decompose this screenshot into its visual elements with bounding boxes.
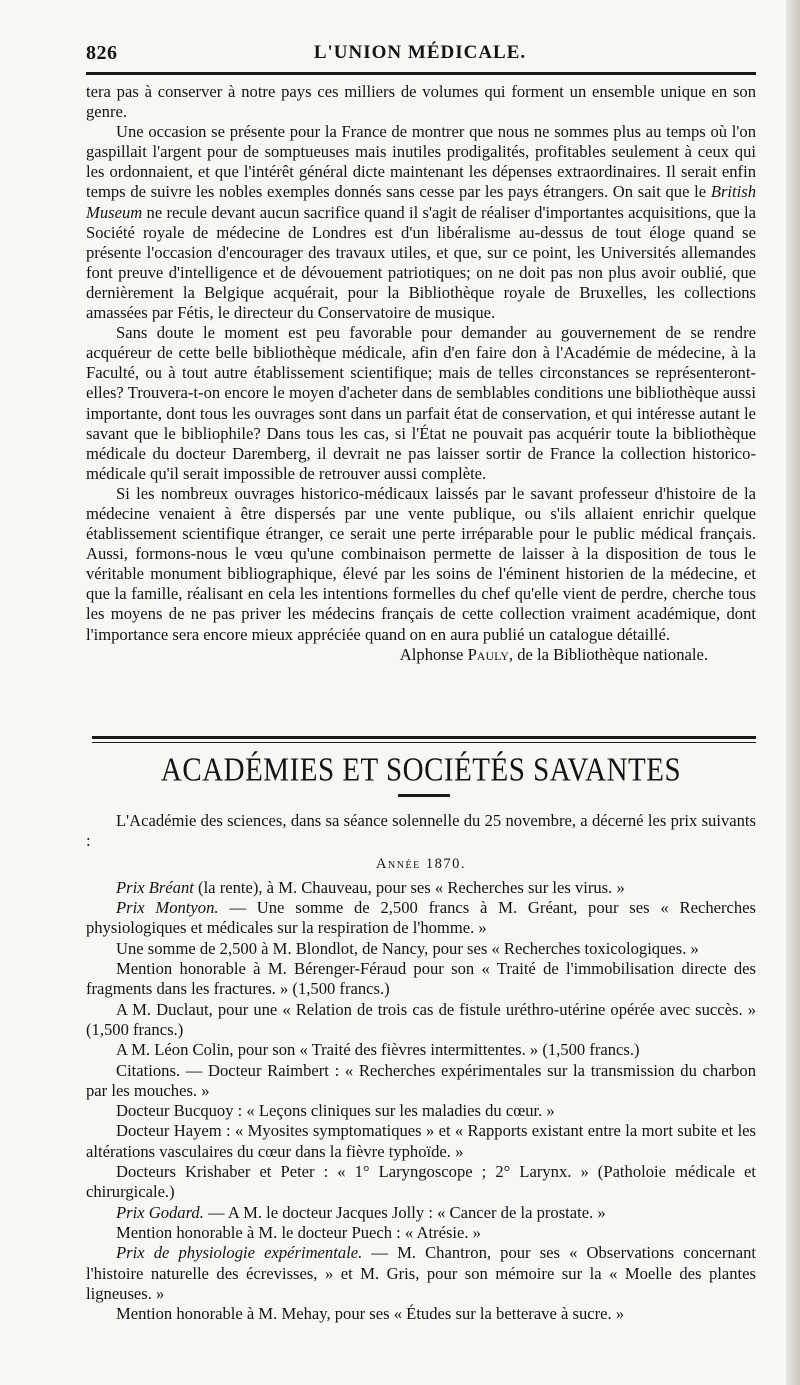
prize-entry (86, 1061, 756, 1102)
prize-text: Docteurs Krishaber et Peter : « 1° Laryngoscope ; 2° Larynx. » (Patholoie médicale et chirurgicale.) (86, 1162, 756, 1202)
prize-name: Prix de physiologie expérimentale. (116, 1243, 363, 1263)
section-body (86, 811, 756, 1324)
prize-text: Mention honorable à M. Mehay, pour ses « Études sur la betterave à sucre. » (116, 1304, 625, 1324)
paragraph: Si les nombreux ouvrages historico-médicaux laissés par le savant professeur d'histoire de la médecine venaient à être dispersés par une vente publique, ou s'ils allaient enrichir quelque établissement scientifique étranger, ce serait une perte irréparable pour le public médical français. Aussi, formons-nous le vœu qu'une combinaison permette de laisser à la disposition de tous le véritable monument bibliographique, élevé par les soins de l'éminent historien de la médecine, et que la famille, réalisant en cela les intentions formelles du chef qu'elle vient de perdre, cherche tous les moyens de ne pas priver les médecins français de cette collection vraiment académique, dont l'importance sera encore mieux appréciée quand on en aura publié un catalogue détaillé. (86, 483, 756, 644)
prize-entry (86, 1121, 756, 1162)
prize-text: A M. Duclaut, pour une « Relation de trois cas de fistule uréthro-utérine opérée avec succès. » (1,500 francs.) (86, 999, 756, 1039)
prize-text: — A M. le docteur Jacques Jolly : « Cancer de la prostate. » (203, 1202, 606, 1222)
prize-entry (86, 1162, 756, 1203)
paragraph (86, 122, 756, 323)
prize-text: Une somme de 2,500 à M. Blondlot, de Nancy, pour ses « Recherches toxicologiques. » (116, 938, 699, 958)
prize-entry (86, 1243, 756, 1304)
prize-text: Docteur Hayem : « Myosites symptomatiques » et « Rapports existant entre la mort subite et les altérations vasculaires du cœur dans la fièvre typhoïde. » (86, 1121, 756, 1161)
signature-affiliation: , de la Bibliothèque nationale. (508, 644, 708, 664)
prize-text: A M. Léon Colin, pour son « Traité des fièvres intermittentes. » (1,500 francs.) (116, 1040, 640, 1060)
signature-surname: Pauly (467, 644, 509, 664)
prize-text: Citations. — Docteur Raimbert : « Recherches expérimentales sur la transmission du charbon par les mouches. » (86, 1060, 756, 1100)
prize-entry (86, 959, 756, 1000)
signature-name: Alphonse (399, 644, 468, 664)
paragraph: Sans doute le moment est peu favorable pour demander au gouvernement de se rendre acquéreur de cette belle bibliothèque médicale, afin d'en faire don à l'Académie de médecine, à la Faculté, ou à tout autre établissement scientifique; mais de telles circonstances se représenteront-elles? Trouvera-t-on encore le moyen d'acheter dans de semblables conditions une bibliothèque aussi importante, dont tous les ouvrages sont dans un parfait état de conservation, et qui intéresse autant le savant que le bibliophile? Dans tous les cas, si l'État ne pouvait pas acquérir toute la bibliothèque médicale du docteur Daremberg, il devrait ne pas laisser sortir de France la collection historico-médicale qu'il serait impossible de retrouver aussi complète. (86, 323, 756, 483)
page-gutter (786, 0, 800, 1385)
paragraph-continued: tera pas à conserver à notre pays ces milliers de volumes qui forment un ensemble unique en son genre. (86, 82, 756, 122)
prize-entry (86, 1000, 756, 1041)
prize-entry (86, 1040, 756, 1060)
title-underline (398, 794, 450, 797)
section-divider (92, 736, 756, 743)
prize-name: Prix Bréant (116, 877, 194, 897)
section-intro: L'Académie des sciences, dans sa séance solennelle du 25 novembre, a décerné les prix suivants : (86, 811, 756, 851)
page-number: 826 (86, 42, 118, 64)
header-rule (86, 72, 756, 75)
prize-text: — Une somme de 2,500 francs à M. Gréant, pour ses « Recherches physiologiques et médicales sur la respiration de l'homme. » (86, 898, 756, 938)
prize-list (86, 878, 756, 1325)
prize-text: Mention honorable à M. Bérenger-Féraud pour son « Traité de l'immobilisation directe des fragments dans les fractures. » (1,500 francs.) (86, 959, 756, 999)
prize-text: (la rente), à M. Chauveau, pour ses « Recherches sur les virus. » (193, 877, 625, 897)
prize-entry (86, 1304, 756, 1324)
year-number: 1870. (425, 855, 466, 872)
prize-entry (86, 878, 756, 898)
prize-entry (86, 1203, 756, 1223)
prize-entry (86, 1223, 756, 1243)
paragraph-text: Une occasion se présente pour la France de montrer que nous ne sommes plus au temps où l'on gaspillait l'argent pour de somptueuses mais inutiles prodigalités, profitables seulement à ceux qui les ordonnaient, et que l'intérêt général dicte maintenant les dépenses extraordinaires. Il serait enfin temps de suivre les nobles exemples donnés sans cesse par les pays étrangers. On sait que le (86, 122, 756, 202)
year-word: Année (376, 855, 421, 872)
running-title: L'UNION MÉDICALE. (313, 42, 527, 63)
author-signature (86, 645, 708, 665)
prize-text: — M. Chantron, pour ses « Observations concernant l'histoire naturelle des écrevisses, » et M. Gris, pour son mémoire sur la « Moelle des plantes ligneuses. » (86, 1243, 756, 1303)
year-heading (86, 854, 756, 874)
prize-entry (86, 898, 756, 939)
paragraph-text: ne recule devant aucun sacrifice quand il s'agit de réaliser d'importantes acquisitions, que la Société royale de médecine de Londres est d'un libéralisme au-dessus de tout éloge quand se présente l'occasion d'encourager des travaux utiles, et que, sur ce point, les Universités allemandes font preuve d'intelligence et de dévouement patriotiques; on ne doit pas non plus avoir oublié, que dernièrement la Belgique acquérait, pour la Bibliothèque royale de Bruxelles, les collections amassées par Fétis, le directeur du Conservatoire de musique. (86, 202, 756, 323)
prize-text: Docteur Bucquoy : « Leçons cliniques sur les maladies du cœur. » (116, 1101, 555, 1121)
prize-entry (86, 939, 756, 959)
section-title: ACADÉMIES ET SOCIÉTÉS SAVANTES (160, 751, 682, 789)
article-body (86, 82, 756, 665)
page-header (86, 38, 754, 68)
prize-text: Mention honorable à M. le docteur Puech : « Atrésie. » (116, 1222, 481, 1242)
prize-name: Prix Montyon. (116, 898, 219, 918)
prize-name: Prix Godard. (116, 1202, 204, 1222)
british-museum-italic: British Museum (86, 182, 756, 222)
prize-entry (86, 1101, 756, 1121)
